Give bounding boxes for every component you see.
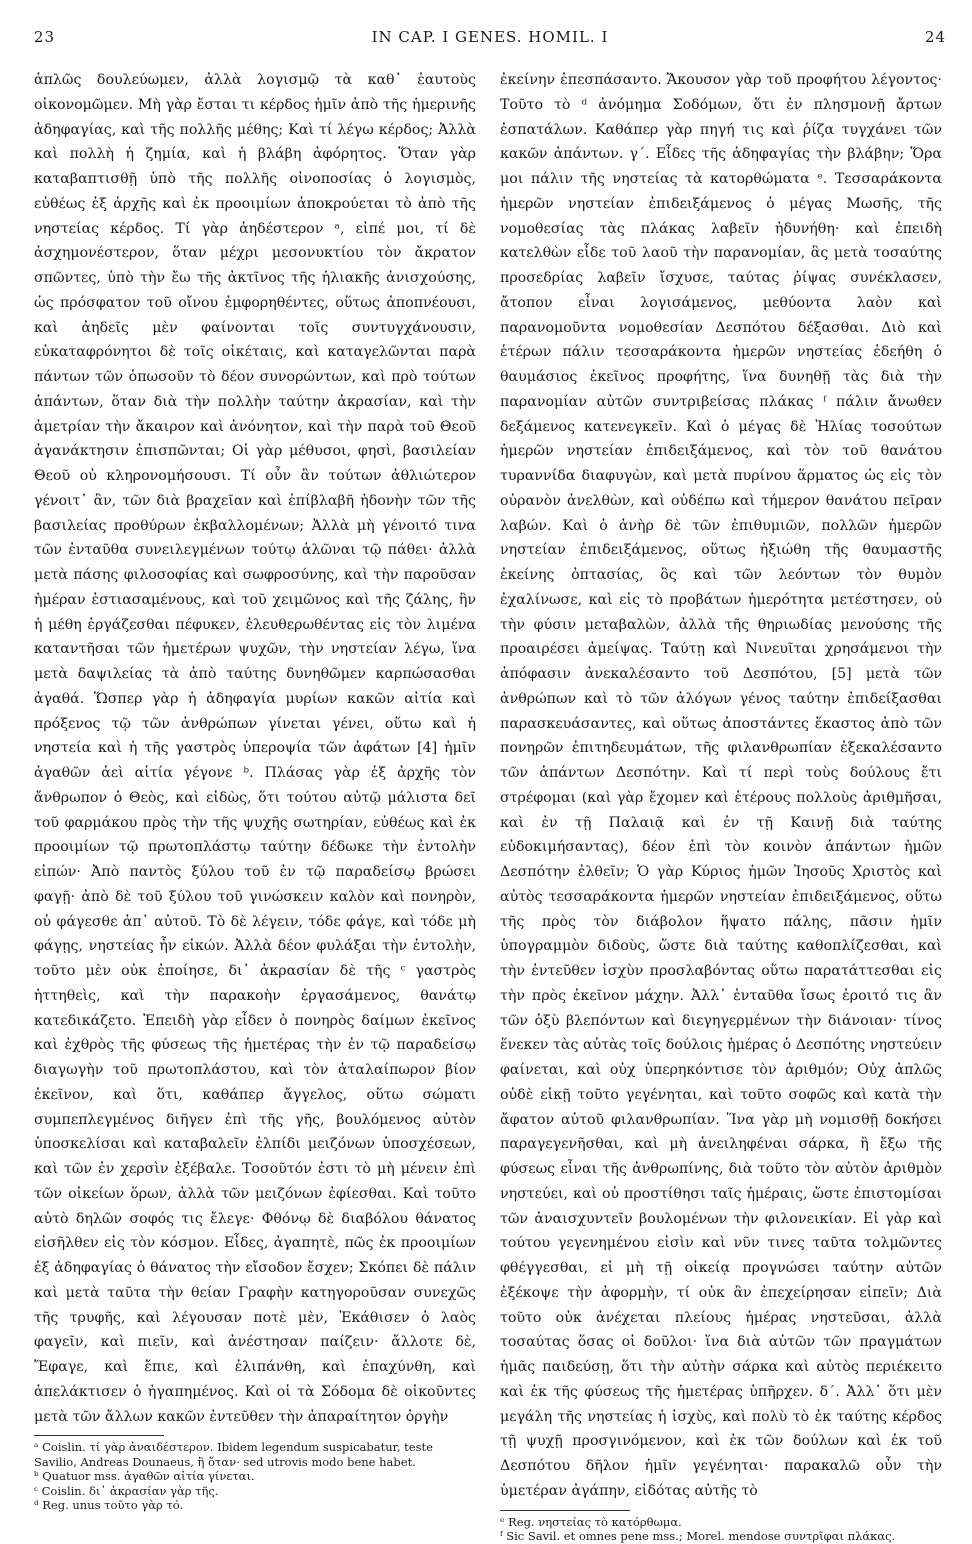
- page-number-left: 23: [34, 28, 56, 46]
- right-column-body: ἐκείνην ἐπεσπάσαντο. Ἄκουσον γὰρ τοῦ προφήτου λέγοντος· Τοῦτο τὸ ᵈ ἀνόμημα Σοδόμων, ὅτι ἐν πλησμονῇ ἄρτων ἐσπατάλων. Καθάπερ γὰρ πηγή τις καὶ ῥίζα τυγχάνει τῶν κακῶν ἁπάντων. γ΄. Εἶδες τῆς ἀδηφαγίας τὴν βλάβην; Ὅρα μοι πάλιν τῆς νηστείας τὰ κατορθώματα ᵉ. Τεσσαράκοντα ἡμερῶν νηστείαν ἐπιδειξάμενος ὁ μέγας Μωσῆς, τῆς νομοθεσίας τὰς πλάκας λαβεῖν ἠδυνήθη· καὶ ἐπειδὴ κατελθὼν εἶδε τοῦ λαοῦ τὴν παρανομίαν, ἃς μετὰ τοσαύτης προσεδρίας λαβεῖν ἴσχυσε, ταύτας ῥίψας συνέκλασεν, ἄτοπον εἶναι λογισάμενος, μεθύοντα λαὸν καὶ παρανομοῦντα νομοθεσίαν Δεσπότου δέξασθαι. Διὸ καὶ ἑτέρων πάλιν τεσσαράκοντα ἡμερῶν νηστείας ἐδεήθη ὁ θαυμάσιος ἐκεῖνος προφήτης, ἵνα δυνηθῇ τὰς διὰ τὴν παρανομίαν αὐτῶν συντριβείσας πλάκας ᶠ πάλιν ἄνωθεν δεξάμενος κατενεγκεῖν. Καὶ ὁ μέγας δὲ Ἠλίας τοσούτων ἡμερῶν νηστείαν ἐπιδειξάμενος, καὶ τὸν τοῦ θανάτου τυραννίδα διαφυγὼν, καὶ μετὰ πυρίνου ἅρματος ὡς εἰς τὸν οὐρανὸν ἀνελθὼν, καὶ οὐδέπω καὶ τήμερον θανάτου πεῖραν λαβών. Καὶ ὁ ἀνὴρ δὲ τῶν ἐπιθυμιῶν, πολλῶν ἡμερῶν νηστείαν ἐπιδειξάμενος, οὕτως ἠξιώθη τῆς θαυμαστῆς ἐκείνης ὀπτασίας, ὃς καὶ τῶν λεόντων τὸν θυμὸν ἐχαλίνωσε, καὶ εἰς τὸ προβάτων ἡμερότητα μετέστησεν, οὐ τὴν φύσιν μεταβαλὼν, ἀλλὰ τῆς θηριωδίας μενούσης τῆς προαιρέσει ἀμείψας. Ταύτῃ καὶ Νινευῖται χρησάμενοι τὴν ἀπόφασιν ἀνεκαλέσαντο τοῦ Δεσπότου, [5] μετὰ τῶν ἀνθρώπων καὶ τὸ τῶν ἀλόγων γένος ταύτην ἐπιδείξασθαι παρασκευάσαντες, καὶ οὕτως ἀποστάντες ἕκαστος ἀπὸ τῶν πονηρῶν ἐπιτηδευμάτων, τῆς φιλανθρωπίαν ἐξεκαλέσαντο τῶν ἁπάντων Δεσπότην. Καὶ τί περὶ τοὺς δούλους ἔτι στρέφομαι (καὶ γὰρ ἔχομεν καὶ ἑτέρους πολλοὺς ἀριθμῆσαι, καὶ ἐν τῇ Παλαιᾷ καὶ ἐν τῇ Καινῇ διὰ ταύτης εὐδοκιμήσαντας), δέον ἐπὶ τὸν κοινὸν ἁπάντων ἡμῶν Δεσπότην ἐλθεῖν; Ὁ γὰρ Κύριος ἡμῶν Ἰησοῦς Χριστὸς καὶ αὐτὸς τεσσαράκοντα ἡμερῶν νηστείαν ἐπιδειξάμενος, οὕτω τῆς πρὸς τὸν διάβολον ἥψατο πάλης, πᾶσιν ἡμῖν ὑπογραμμὸν διδοὺς, ὥστε διὰ ταύτης καθοπλίζεσθαι, καὶ τὴν ἐντεῦθεν ἰσχὺν προσλαβόντας οὕτω παρατάττεσθαι εἰς τὴν πρὸς ἐκεῖνον μάχην. Ἀλλ᾽ ἐνταῦθα ἴσως ἐροιτό τις ἂν τῶν ὀξὺ βλεπόντων καὶ διεγηγερμένων τὴν διάνοιαν· τίνος ἕνεκεν τὰς αὐτὰς τοῖς δούλοις ἡμέρας ὁ Δεσπότης νηστεύειν φαίνεται, καὶ οὐχ ὑπερηκόντισε τὸν ἀριθμόν; Οὐχ ἁπλῶς οὐδὲ εἰκῇ τοῦτο γεγένηται, καὶ τοῦτο σοφῶς καὶ κατὰ τὴν ἄφατον αὐτοῦ φιλανθρωπίαν. Ἵνα γὰρ μὴ νομισθῇ δοκήσει παραγεγενῆσθαι, καὶ μὴ ἀνειληφέναι σάρκα, ἢ ἔξω τῆς φύσεως εἶναι τῆς ἀνθρωπίνης, διὰ τοῦτο τὸν αὐτὸν ἀριθμὸν νηστεύει, καὶ οὐ προστίθησι ταῖς ἡμέραις, ὥστε ἐπιστομίσαι τῶν ἀναισχυντεῖν βουλομένων τὴν φιλονεικίαν. Εἰ γὰρ καὶ τούτου γεγενημένου εἰσὶν καὶ νῦν τινες ταῦτα τολμῶντες φθέγγεσθαι, εἰ μὴ τῇ οἰκείᾳ προγνώσει ταύτην αὐτῶν ἐξέκοψε τὴν ἀφορμὴν, τί οὐκ ἂν ἐπεχείρησαν εἰπεῖν; Διὰ τοῦτο οὐκ ἀνέχεται πλείους ἡμέρας νηστεῦσαι, ἀλλὰ τοσαύτας ὅσας οἱ δοῦλοι· ἵνα διὰ αὐτῶν τῶν πραγμάτων ἡμᾶς παιδεύσῃ, ὅτι τὴν αὐτὴν σάρκα καὶ αὐτὸς περιέκειτο καὶ ἐκ τῆς φύσεως τῆς ἡμετέρας ὑπῆρχεν. δ΄. Ἀλλ᾽ ὅτι μὲν μεγάλη τῆς νηστείας ἡ ἰσχὺς, καὶ πολὺ τὸ ἐκ ταύτης κέρδος τῇ ψυχῇ προσγινόμενον, καὶ ἐκ τῶν δούλων καὶ ἐκ τοῦ Δεσπότου δῆλον ἡμῖν γεγένηται· παρακαλῶ οὖν τὴν ὑμετέραν ἀγάπην, εἰδότας αὐτῆς τὸ: [500, 72, 942, 1499]
- right-footnotes: [500, 1515, 942, 1544]
- right-column: [500, 68, 942, 1544]
- left-column-body: ἁπλῶς δουλεύωμεν, ἀλλὰ λογισμῷ τὰ καθ᾽ ἑαυτοὺς οἰκονομῶμεν. Μὴ γὰρ ἔσται τι κέρδος ἡμῖν ἀπὸ τῆς ἡμερινῆς ἀδηφαγίας, καὶ τῆς πολλῆς μέθης; Καὶ τί λέγω κέρδος; Ἀλλὰ καὶ πολλὴ ἡ ζημία, καὶ ἡ βλάβη ἀφόρητος. Ὅταν γὰρ καταβαπτισθῇ ὑπὸ τῆς πολλῆς οἰνοποσίας ὁ λογισμὸς, εὐθέως ἐξ ἀρχῆς καὶ ἐκ προοιμίων ἀποκρούεται τὸ ἀπὸ τῆς νηστείας κέρδος. Τί γὰρ ἀηδέστερον ᵃ, εἰπέ μοι, τί δὲ ἀσχημονέστερον, ὅταν μέχρι μεσονυκτίου τὸν ἄκρατον σπῶντες, ὑπὸ τὴν ἔω τῆς ἀκτῖνος τῆς ἡλιακῆς ἀνισχούσης, ὡς πρόσφατον τοῦ οἴνου ἐμφορηθέντες, οὕτως ἀποπνέουσι, καὶ ἀηδεῖς μὲν φαίνονται τοῖς συντυγχάνουσιν, εὐκαταφρόνητοι δὲ τοῖς οἰκέταις, καὶ καταγελῶνται παρὰ πάντων τῶν ὁπωσοῦν τὸ δέον συνορώντων, καὶ πρὸ τούτων ἁπάντων, ὅταν διὰ τὴν πολλὴν ταύτην ἀκρασίαν, καὶ τὴν ἀμετρίαν τὴν ἄκαιρον καὶ ἀνόνητον, καὶ τὴν παρὰ τοῦ Θεοῦ ἀγανάκτησιν ἐπισπῶνται; Οἱ γὰρ μέθυσοι, φησὶ, βασιλείαν Θεοῦ οὐ κληρονομήσουσι. Τί οὖν ἂν τούτων ἀθλιώτερον γένοιτ᾽ ἂν, τῶν διὰ βραχεῖαν καὶ ἐπίβλαβῆ ἡδονὴν τῶν τῆς βασιλείας προθύρων ἐκβαλλομένων; Ἀλλὰ μὴ γένοιτό τινα τῶν ἐνταῦθα συνειλεγμένων τούτῳ ἁλῶναι τῷ πάθει· ἀλλὰ μετὰ πάσης φιλοσοφίας καὶ σωφροσύνης, καὶ τὴν παροῦσαν ἡμέραν ἑστιασαμένους, καὶ τοῦ χειμῶνος καὶ τῆς ζάλης, ἣν ἡ μέθη ἐργάζεσθαι πέφυκεν, ἐλευθερωθέντας εἰς τὸν λιμένα καταντῆσαι τῶν ἡμετέρων ψυχῶν, τὴν νηστείαν λέγω, ἵνα μετὰ δαψιλείας τὰ ἀπὸ ταύτης δυνηθῶμεν καρπώσασθαι ἀγαθά. Ὥσπερ γὰρ ἡ ἀδηφαγία μυρίων κακῶν αἰτία καὶ πρόξενος τῷ τῶν ἀνθρώπων γίνεται γένει, οὕτω καὶ ἡ νηστεία καὶ ἡ τῆς γαστρὸς ὑπεροψία τῶν ἀφάτων [4] ἡμῖν ἀγαθῶν ἀεὶ αἰτία γέγονε ᵇ. Πλάσας γὰρ ἐξ ἀρχῆς τὸν ἄνθρωπον ὁ Θεὸς, καὶ εἰδὼς, ὅτι τούτου αὐτῷ μάλιστα δεῖ τοῦ φαρμάκου πρὸς τὴν τῆς ψυχῆς σωτηρίαν, εὐθέως καὶ ἐκ προοιμίων τῷ πρωτοπλάστῳ ταύτην δέδωκε τὴν ἐντολὴν εἰπών· Ἀπὸ παντὸς ξύλου τοῦ ἐν τῷ παραδείσῳ βρώσει φαγῇ· ἀπὸ δὲ τοῦ ξύλου τοῦ γινώσκειν καλὸν καὶ πονηρὸν, οὐ φάγεσθε ἀπ᾽ αὐτοῦ. Τὸ δὲ λέγειν, τόδε φάγε, καὶ τόδε μὴ φάγῃς, νηστείας ἦν εἰκών. Ἀλλὰ δέον φυλάξαι τὴν ἐντολὴν, τοῦτο μὲν οὐκ ἐποίησε, δι᾽ ἀκρασίαν δὲ τῆς ᶜ γαστρὸς ἡττηθεὶς, καὶ τὴν παρακοὴν ἐργασάμενος, θανάτῳ κατεδικάζετο. Ἐπειδὴ γὰρ εἶδεν ὁ πονηρὸς δαίμων ἐκεῖνος καὶ ἐχθρὸς τῆς φύσεως τῆς ἡμετέρας τὴν ἐν τῷ παραδείσῳ διαγωγὴν τοῦ πρωτοπλάστου, καὶ τὸν ἀταλαίπωρον βίον ἐκεῖνον, καὶ ὅτι, καθάπερ ἄγγελος, οὕτω σώματι συμπεπλεγμένος διῆγεν ἐπὶ τῆς γῆς, βουλόμενος αὐτὸν ὑποσκελίσαι καὶ καταβαλεῖν ἐλπίδι μειζόνων ὑποσχέσεων, καὶ τῶν ἐν χερσὶν ἐξέβαλε. Τοσοῦτόν ἐστι τὸ μὴ μένειν ἐπὶ τῶν οἰκείων ὅρων, ἀλλὰ τῶν μειζόνων ἐφίεσθαι. Καὶ τοῦτο αὐτὸ δηλῶν σοφός τις ἔλεγε· Φθόνῳ δὲ διαβόλου θάνατος εἰσῆλθεν εἰς τὸν κόσμον. Εἶδες, ἀγαπητὲ, πῶς ἐκ προοιμίων ἐξ ἀδηφαγίας ὁ θάνατος τὴν εἴσοδον ἔσχεν; Σκόπει δὲ πάλιν καὶ μετὰ ταῦτα τὴν θείαν Γραφὴν κατηγοροῦσαν συνεχῶς τῆς τρυφῆς, καὶ λέγουσαν ποτὲ μὲν, Ἐκάθισεν ὁ λαὸς φαγεῖν, καὶ πιεῖν, καὶ ἀνέστησαν παίζειν· ἄλλοτε δὲ, Ἔφαγε, καὶ ἔπιε, καὶ ἐλιπάνθη, καὶ ἐπαχύνθη, καὶ ἀπελάκτισεν ὁ ἠγαπημένος. Καὶ οἱ τὰ Σόδομα δὲ οἰκοῦντες μετὰ τῶν ἄλλων κακῶν ἐντεῦθεν τὴν ἀπαραίτητον ὀργὴν: [34, 72, 476, 1425]
- footnote-c: ᶜ Coislin. δι᾽ ἀκρασίαν γὰρ τῆς.: [34, 1483, 219, 1498]
- footnote-f: ᶠ Sic Savil. et omnes pene mss.; Morel. mendose συντρῖφαι πλάκας.: [500, 1529, 896, 1543]
- footnote-divider: [34, 1435, 164, 1436]
- page-number-right: 24: [924, 28, 946, 46]
- footnote-a: ᵃ Coislin. τί γὰρ ἀναιδέστερον. Ibidem legendum suspicabatur, teste Savilio, Andreas Dounaeus, ἢ ὅταν· sed utrovis modo bene habet.: [34, 1440, 433, 1469]
- left-footnotes: [34, 1440, 476, 1513]
- running-title: IN CAP. I GENES. HOMIL. I: [371, 28, 609, 46]
- footnote-b: ᵇ Quatuor mss. ἀγαθῶν αἰτία γίνεται.: [34, 1469, 255, 1484]
- running-header: [34, 28, 946, 60]
- footnote-d: ᵈ Reg. unus τοῦτο γὰρ τό.: [34, 1498, 184, 1513]
- left-column: [34, 68, 476, 1513]
- footnote-divider: [500, 1510, 630, 1511]
- footnote-e: ᵉ Reg. νηστείας τὸ κατόρθωμα.: [500, 1514, 682, 1529]
